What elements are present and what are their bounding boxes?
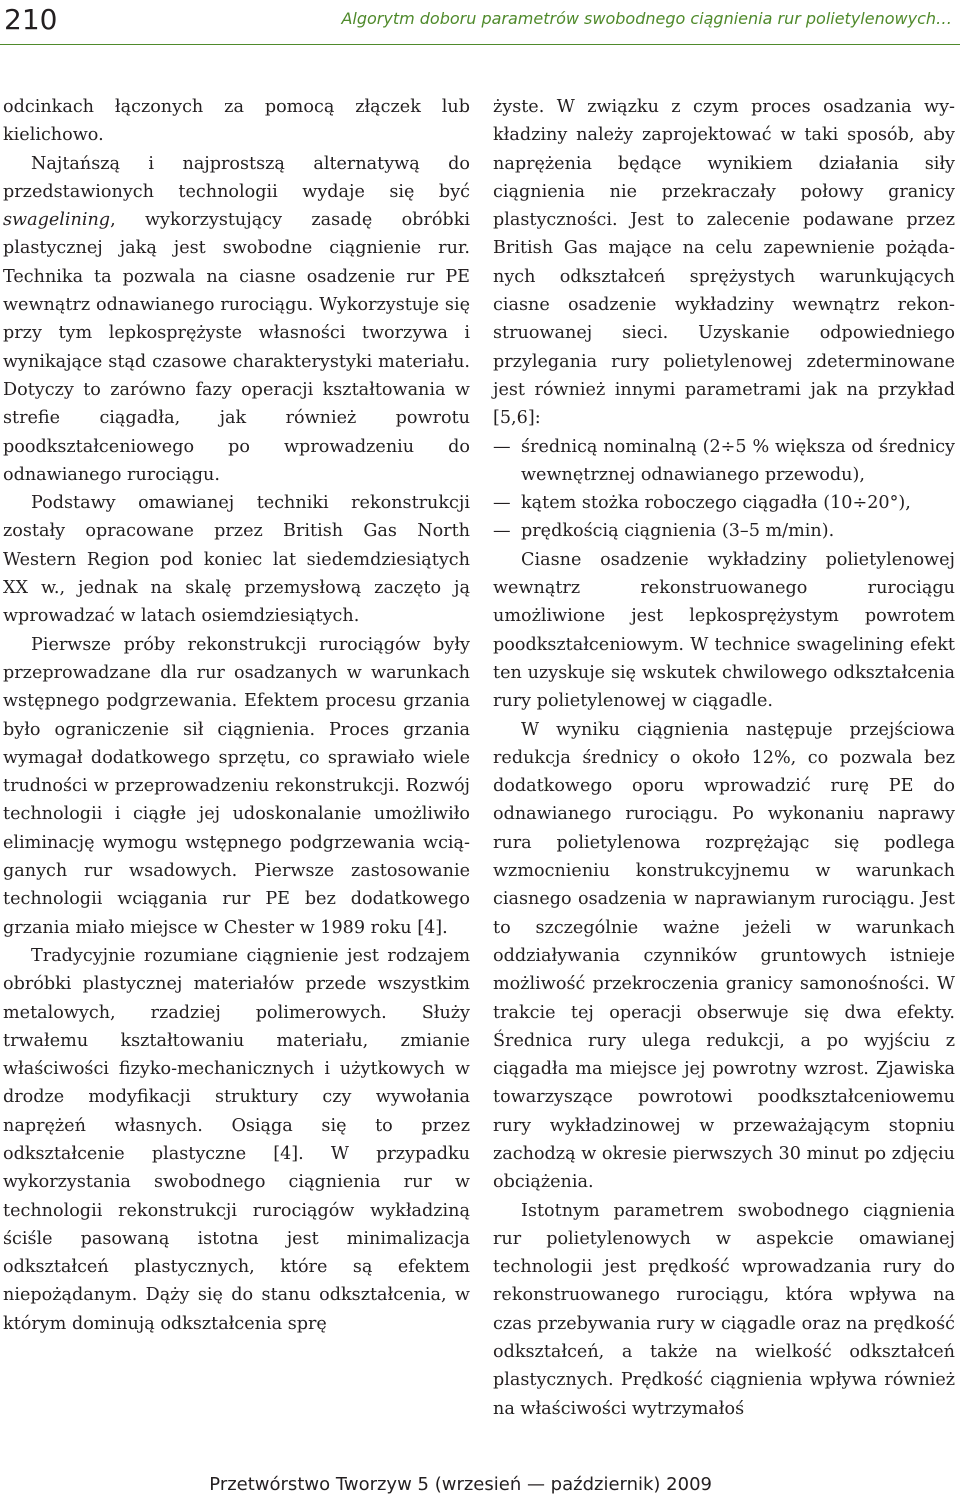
list-item-text: średnicą nominalną (2÷5 % większa od średnicy wewnętrznej odnawianego przewodu), <box>521 436 955 485</box>
paragraph <box>3 150 470 490</box>
paragraph: Podstawy omawianej techniki rekonstrukcji zostały opracowane przez British Gas North Western Region pod koniec lat siedemdziesiątych XX w., jednak na skalę przemysłową zaczęto ją wprowadzać w latach osiemdziesiątych. <box>3 493 470 627</box>
dash-marker: — <box>493 436 511 457</box>
list-item-text: prędkością ciągnienia (3–5 m/min). <box>521 521 835 542</box>
paragraph: odcinkach łączonych za pomocą złączek lub kielichowo. <box>3 97 470 146</box>
list-item <box>493 433 955 490</box>
dash-marker: — <box>493 521 511 542</box>
paragraph: Pierwsze próby rekonstrukcji rurociągów były przeprowadzane dla rur osadzanych w warunkach wstępnego podgrzewania. Efektem procesu grzania było ograniczenie sił ciągnienia. Proces grzania wymagał dodatkowego sprzętu, co sprawiało wiele trudności w przeprowadzeniu rekonstrukcji. Rozwój technologii i ciągłe jej udoskonalanie umożliwiło eliminację wymogu wstępnego podgrzewania wciąganych rur wsadowych. Pierwsze zastosowanie technologii wciągania rur PE bez dodatkowego grzania miało miejsce w Chester w 1989 roku [4]. <box>3 634 470 938</box>
text-run: , wykorzystujący zasadę obróbki plastycznej jaką jest swobodne ciągnienie rur. Technika ta pozwala na ciasne osadzenie rur PE wewnątrz odnawianego rurociągu. Wykorzystuje się przy tym lepkosprężyste własności tworzywa i wynikające stąd czasowe charakterystyki materiału. Dotyczy to zarówno fazy operacji kształtowania w strefie ciągadła, jak również powrotu poodkształceniowego po wprowadzeniu do odnawianego rurociągu. <box>3 210 470 485</box>
list-item-text: kątem stożka roboczego ciągadła (10÷20°), <box>521 493 911 514</box>
right-column <box>493 93 955 1423</box>
page-header <box>0 0 960 44</box>
list-item <box>493 517 955 545</box>
paragraph: Tradycyjnie rozumiane ciągnienie jest rodzajem obróbki plastycznej materiałów przede wszystkim metalowych, rzadziej polimerowych. Służy trwałemu kształtowaniu materiału, zmianie właściwości fizyko-mechanicznych i użytkowych w drodze modyfikacji struktury czy wywołania naprężeń własnych. Osiąga się to przez odkształcenie plastyczne [4]. W przypadku wykorzystania swobodnego ciągnienia rur w technologii rekonstrukcji rurociągów wykładziną ściśle pasowaną istotna jest minimalizacja odkształceń plastycznych, które są efektem niepożądanym. Dąży się do stanu odkształcenia, w którym dominują odkształcenia sprę <box>3 945 470 1334</box>
italic-term: swagelining <box>3 210 111 231</box>
page-footer <box>0 1472 960 1498</box>
journal-footer: Przetwórstwo Tworzyw 5 (wrzesień — październik) 2009 <box>209 1474 712 1495</box>
page-number: 210 <box>4 3 58 36</box>
paragraph: Istotnym parametrem swobodnego ciągnienia rur polietylenowych w aspekcie omawianej technologii jest prędkość wprowadzania rury do rekonstruowanego rurociągu, która wpływa na czas przebywania rury w ciągadle oraz na prędkość odkształceń, a także na wielkość odkształceń plastycznych. Prędkość ciągnienia wpływa również na właściwości wytrzymałoś <box>493 1200 955 1419</box>
parameter-list <box>493 433 955 546</box>
dash-marker: — <box>493 493 511 514</box>
paragraph: Ciasne osadzenie wykładziny polietylenowej wewnątrz rekonstruowanego rurociągu umożliwione jest lepkosprężystym powrotem poodkształceniowym. W technice swagelining efekt ten uzyskuje się wskutek chwilowego odkształcenia rury polietylenowej w ciągadle. <box>493 549 955 712</box>
text-run: Najtańszą i najprostszą alternatywą do przedstawionych technologii wydaje się być <box>3 153 470 202</box>
list-item <box>493 489 955 517</box>
paragraph: żyste. W związku z czym proces osadzania wykładziny należy zaprojektować w taki sposób, aby naprężenia będące wynikiem działania siły ciągnienia nie przekraczały połowy granicy plastyczności. Jest to zalecenie podawane przez British Gas mające na celu zapewnienie pożądanych odkształceń sprężystych warunkujących ciasne osadzenie wykładziny wewnątrz rekonstruowanej sieci. Uzyskanie odpowiedniego przylegania rury polietylenowej zdeterminowane jest również innymi parametrami jak na przykład [5,6]: <box>493 97 955 429</box>
running-title: Algorytm doboru parametrów swobodnego ciągnienia rur polietylenowych… <box>341 9 952 28</box>
left-column <box>3 93 470 1338</box>
header-rule <box>0 44 960 45</box>
paragraph: W wyniku ciągnienia następuje przejściowa redukcja średnicy o około 12%, co pozwala bez dodatkowego oporu wprowadzić rurę PE do odnawianego rurociągu. Po wykonaniu naprawy rura polietylenowa rozprężając się podlega wzmocnieniu konstrukcyjnemu w warunkach ciasnego osadzenia w naprawianym rurociągu. Jest to szczególnie ważne jeżeli w warunkach oddziaływania czynników gruntowych istnieje możliwość przekroczenia granicy samonośności. W trakcie tej operacji obserwuje się dwa efekty. Średnica rury ulega redukcji, a po wyjściu z ciągadła ma miejsce jej powrotny wzrost. Zjawiska towarzyszące powrotowi poodkształceniowemu rury wykładzinowej w przeważającym stopniu zachodzą w okresie pierwszych 30 minut po zdjęciu obciążenia. <box>493 719 955 1193</box>
